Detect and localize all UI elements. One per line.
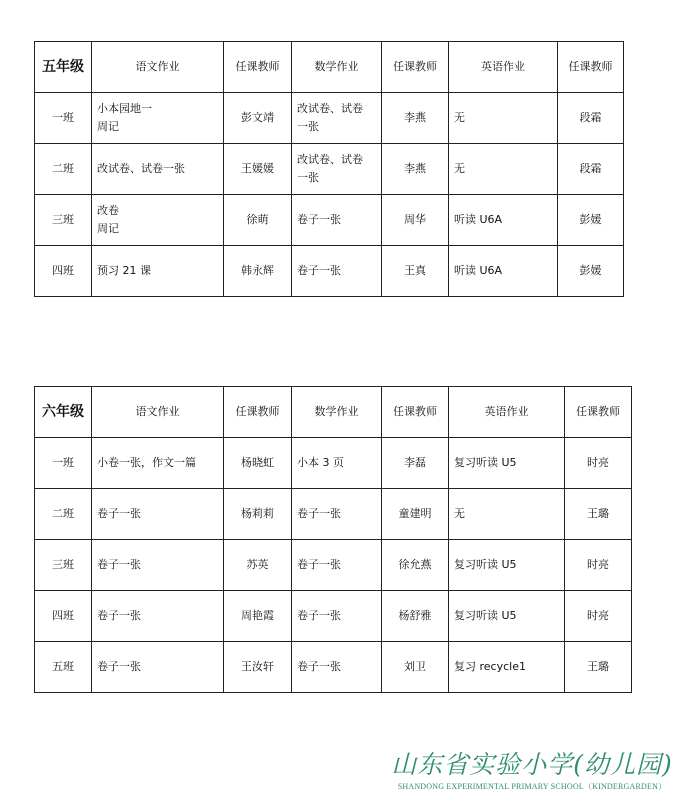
table-row <box>35 642 632 693</box>
teacher-cell: 周艳霞 <box>224 591 292 642</box>
english-homework-cell: 复习听读 U5 <box>449 438 565 489</box>
column-header: 任课教师 <box>558 42 624 93</box>
teacher-cell: 苏英 <box>224 540 292 591</box>
teacher-cell: 王璐 <box>565 642 632 693</box>
teacher-cell: 王真 <box>382 246 449 297</box>
math-homework-cell: 卷子一张 <box>292 591 382 642</box>
teacher-cell: 段霜 <box>558 93 624 144</box>
table-header-row <box>35 387 632 438</box>
math-homework-cell: 卷子一张 <box>292 642 382 693</box>
teacher-cell: 王汝轩 <box>224 642 292 693</box>
column-header: 英语作业 <box>449 387 565 438</box>
column-header: 任课教师 <box>565 387 632 438</box>
column-header: 任课教师 <box>224 387 292 438</box>
school-logo <box>382 748 682 792</box>
table-row <box>35 489 632 540</box>
column-header: 语文作业 <box>92 42 224 93</box>
teacher-cell: 彭媛 <box>558 195 624 246</box>
school-name-chinese: 山东省实验小学(幼儿园) <box>391 750 673 779</box>
column-header: 英语作业 <box>449 42 558 93</box>
teacher-cell: 李燕 <box>382 144 449 195</box>
chinese-homework-cell: 改试卷、试卷一张 <box>92 144 224 195</box>
grade-label: 六年级 <box>35 387 92 438</box>
teacher-cell: 周华 <box>382 195 449 246</box>
math-homework-cell: 卷子一张 <box>292 246 382 297</box>
english-homework-cell: 无 <box>449 93 558 144</box>
column-header: 任课教师 <box>224 42 292 93</box>
class-cell: 三班 <box>35 195 92 246</box>
teacher-cell: 杨莉莉 <box>224 489 292 540</box>
chinese-homework-cell: 预习 21 课 <box>92 246 224 297</box>
teacher-cell: 杨晓虹 <box>224 438 292 489</box>
column-header: 任课教师 <box>382 42 449 93</box>
table-row <box>35 591 632 642</box>
chinese-homework-cell: 卷子一张 <box>92 642 224 693</box>
column-header: 数学作业 <box>292 42 382 93</box>
teacher-cell: 李磊 <box>382 438 449 489</box>
teacher-cell: 王媛媛 <box>224 144 292 195</box>
school-name-english: SHANDONG EXPERIMENTAL PRIMARY SCHOOL（KINDERGARDEN） <box>397 782 667 791</box>
teacher-cell: 时亮 <box>565 540 632 591</box>
chinese-homework-cell: 卷子一张 <box>92 591 224 642</box>
class-cell: 五班 <box>35 642 92 693</box>
math-homework-cell: 卷子一张 <box>292 195 382 246</box>
grade-label: 五年级 <box>35 42 92 93</box>
grade6-homework-table <box>34 386 632 693</box>
chinese-homework-cell: 小本园地一 周记 <box>92 93 224 144</box>
table-row <box>35 195 624 246</box>
teacher-cell: 徐萌 <box>224 195 292 246</box>
teacher-cell: 韩永辉 <box>224 246 292 297</box>
class-cell: 一班 <box>35 93 92 144</box>
english-homework-cell: 听读 U6A <box>449 195 558 246</box>
column-header: 任课教师 <box>382 387 449 438</box>
table-row <box>35 540 632 591</box>
english-homework-cell: 听读 U6A <box>449 246 558 297</box>
class-cell: 二班 <box>35 489 92 540</box>
table-row <box>35 144 624 195</box>
teacher-cell: 段霜 <box>558 144 624 195</box>
chinese-homework-cell: 卷子一张 <box>92 489 224 540</box>
english-homework-cell: 无 <box>449 144 558 195</box>
english-homework-cell: 复习 recycle1 <box>449 642 565 693</box>
english-homework-cell: 复习听读 U5 <box>449 591 565 642</box>
teacher-cell: 李燕 <box>382 93 449 144</box>
teacher-cell: 徐允燕 <box>382 540 449 591</box>
math-homework-cell: 小本 3 页 <box>292 438 382 489</box>
chinese-homework-cell: 卷子一张 <box>92 540 224 591</box>
chinese-homework-cell: 小卷一张，作文一篇 <box>92 438 224 489</box>
table-row <box>35 438 632 489</box>
grade5-homework-table <box>34 41 624 297</box>
math-homework-cell: 卷子一张 <box>292 540 382 591</box>
english-homework-cell: 无 <box>449 489 565 540</box>
class-cell: 三班 <box>35 540 92 591</box>
column-header: 语文作业 <box>92 387 224 438</box>
chinese-homework-cell: 改卷 周记 <box>92 195 224 246</box>
class-cell: 四班 <box>35 246 92 297</box>
math-homework-cell: 改试卷、试卷 一张 <box>292 144 382 195</box>
teacher-cell: 王璐 <box>565 489 632 540</box>
teacher-cell: 杨舒雅 <box>382 591 449 642</box>
column-header: 数学作业 <box>292 387 382 438</box>
class-cell: 二班 <box>35 144 92 195</box>
table-row <box>35 93 624 144</box>
teacher-cell: 时亮 <box>565 591 632 642</box>
math-homework-cell: 卷子一张 <box>292 489 382 540</box>
class-cell: 一班 <box>35 438 92 489</box>
english-homework-cell: 复习听读 U5 <box>449 540 565 591</box>
teacher-cell: 彭文靖 <box>224 93 292 144</box>
class-cell: 四班 <box>35 591 92 642</box>
teacher-cell: 刘卫 <box>382 642 449 693</box>
math-homework-cell: 改试卷、试卷 一张 <box>292 93 382 144</box>
teacher-cell: 时亮 <box>565 438 632 489</box>
table-header-row <box>35 42 624 93</box>
teacher-cell: 彭媛 <box>558 246 624 297</box>
teacher-cell: 童建明 <box>382 489 449 540</box>
table-row <box>35 246 624 297</box>
